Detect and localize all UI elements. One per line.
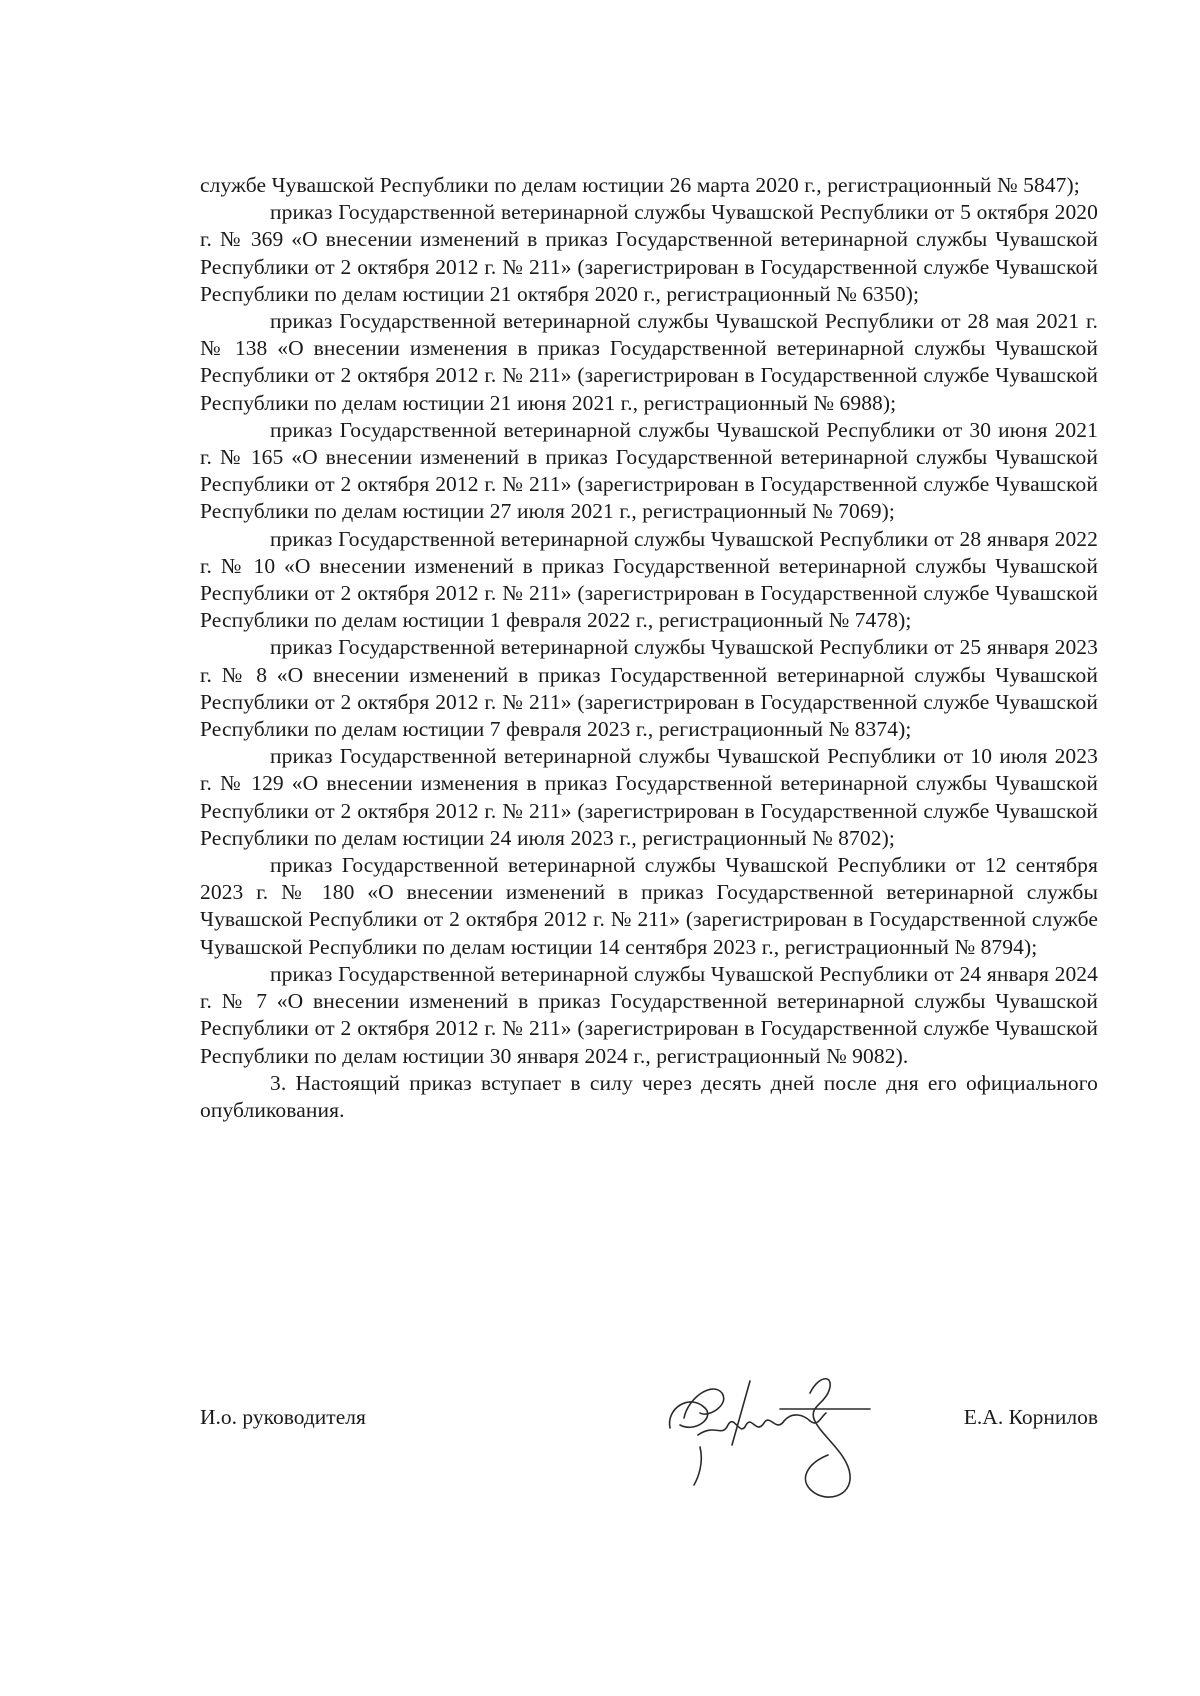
paragraph-order-9082: приказ Государственной ветеринарной службы Чувашской Республики от 24 января 2024 г. № 7 «О внесении изменений в приказ Государственной ветеринарной службы Чувашской Республики от 2 октября 2012 г. № 211» (зарегистрирован в Государственной службе Чувашской Республики по делам юстиции 30 января 2024 г., регистрационный № 9082). <box>200 961 1098 1068</box>
paragraph-order-8702: приказ Государственной ветеринарной службы Чувашской Республики от 10 июля 2023 г. № 129 «О внесении изменения в приказ Государственной ветеринарной службы Чувашской Республики от 2 октября 2012 г. № 211» (зарегистрирован в Государственной службе Чувашской Республики по делам юстиции 24 июля 2023 г., регистрационный № 8702); <box>200 744 1098 850</box>
paragraph-order-8794: приказ Государственной ветеринарной службы Чувашской Республики от 12 сентября 2023 г. № 180 «О внесении изменений в приказ Государственной ветеринарной службы Чувашской Республики от 2 октября 2012 г. № 211» (зарегистрирован в Государственной службе Чувашской Республики по делам юстиции 14 сентября 2023 г., регистрационный № 8794); <box>200 853 1098 959</box>
paragraph-order-7478: приказ Государственной ветеринарной службы Чувашской Республики от 28 января 2022 г. № 10 «О внесении изменений в приказ Государственной ветеринарной службы Чувашской Республики от 2 октября 2012 г. № 211» (зарегистрирован в Государственной службе Чувашской Республики по делам юстиции 1 февраля 2022 г., регистрационный № 7478); <box>200 526 1098 633</box>
paragraph-order-6350: приказ Государственной ветеринарной службы Чувашской Республики от 5 октября 2020 г. № 369 «О внесении изменений в приказ Государственной ветеринарной службы Чувашской Республики от 2 октября 2012 г. № 211» (зарегистрирован в Государственной службе Чувашской Республики по делам юстиции 21 октября 2020 г., регистрационный № 6350); <box>200 200 1098 306</box>
paragraph-order-6988: приказ Государственной ветеринарной службы Чувашской Республики от 28 мая 2021 г. № 138 «О внесении изменения в приказ Государственной ветеринарной службы Чувашской Республики от 2 октября 2012 г. № 211» (зарегистрирован в Государственной службе Чувашской Республики по делам юстиции 21 июня 2021 г., регистрационный № 6988); <box>200 309 1098 415</box>
handwritten-signature <box>660 1363 900 1513</box>
paragraph-order-7069: приказ Государственной ветеринарной службы Чувашской Республики от 30 июня 2021 г. № 165 «О внесении изменений в приказ Государственной ветеринарной службы Чувашской Республики от 2 октября 2012 г. № 211» (зарегистрирован в Государственной службе Чувашской Республики по делам юстиции 27 июля 2021 г., регистрационный № 7069); <box>200 417 1098 524</box>
paragraph-effective-date: 3. Настоящий приказ вступает в силу через десять дней после дня его официального опубликования. <box>200 1070 1098 1122</box>
document-body <box>200 172 1098 1124</box>
signatory-name: Е.А. Корнилов <box>963 1405 1098 1429</box>
signature-block <box>0 1405 1200 1445</box>
signatory-position: И.о. руководителя <box>200 1405 366 1429</box>
paragraph-order-8374: приказ Государственной ветеринарной службы Чувашской Республики от 25 января 2023 г. № 8 «О внесении изменений в приказ Государственной ветеринарной службы Чувашской Республики от 2 октября 2012 г. № 211» (зарегистрирован в Государственной службе Чувашской Республики по делам юстиции 7 февраля 2023 г., регистрационный № 8374); <box>200 635 1098 742</box>
paragraph-continuation: службе Чувашской Республики по делам юстиции 26 марта 2020 г., регистрационный № 5847); <box>200 173 1080 197</box>
